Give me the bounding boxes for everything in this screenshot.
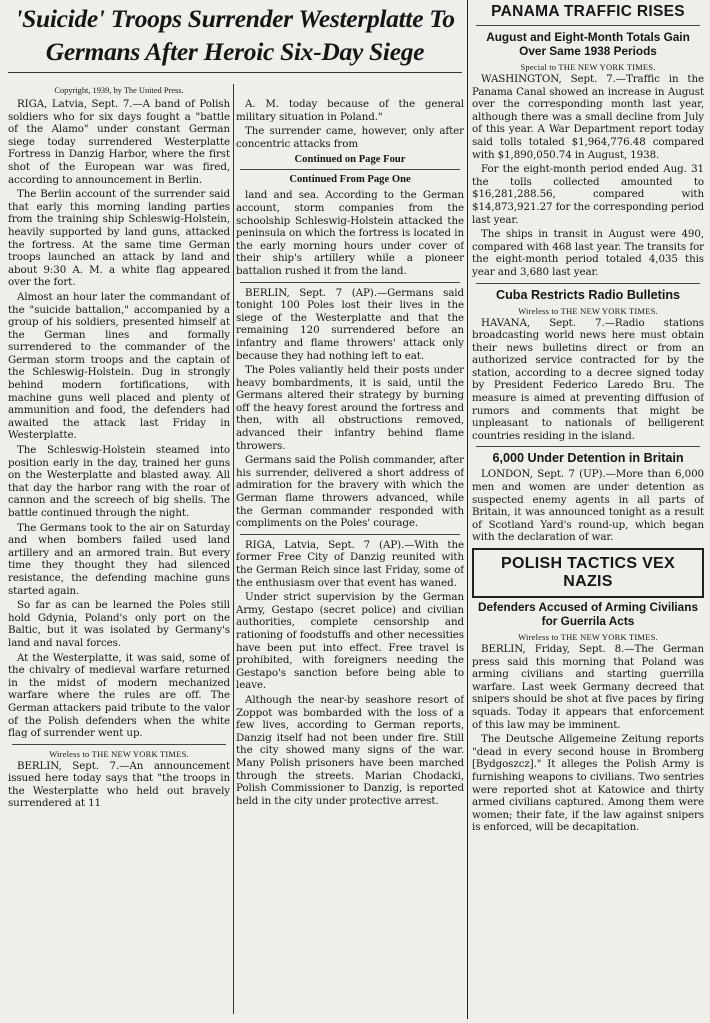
wireless-credit: Wireless to THE NEW YORK TIMES. [518, 632, 658, 642]
polish-headline-box [472, 548, 704, 598]
polish-subhead: Defenders Accused of Arming Civilians for Guerrila Acts [477, 600, 699, 628]
separator [240, 534, 460, 535]
continued-from-label: Continued From Page One [289, 174, 411, 186]
wireless-credit: Wireless to THE NEW YORK TIMES. [518, 305, 658, 316]
paragraph: The Berlin account of the surrender said that early this morning landing parties from the training ship Schleswig-Holstein, heavily supported by land guns, attacked the fortress. At the same time German troops launched an attack by land and about 9:30 A. M. a white flag appeared over the fort. [8, 188, 230, 289]
paragraph: WASHINGTON, Sept. 7.—Traffic in the Panama Canal showed an increase in August over the corresponding month last year, although there was a small decline from July of this year. A War Department report today said tolls totaled $1,964,776.48 compared with $1,890,050.74 in August, 1938. [472, 73, 704, 161]
paragraph: HAVANA, Sept. 7.—Radio stations broadcasting world news here must obtain their news bulletins direct or from an authorized service contracted for by the station, according to a decree signed today by President Federico Laredo Bru. The measure is aimed at preventing diffusion of rumors and comments that might be unpleasant to nationals of belligerent countries residing in the island. [472, 316, 704, 442]
paragraph: So far as can be learned the Poles still hold Gdynia, Poland's only port on the Baltic, but it was isolated by Germany's land and naval forces. [8, 599, 230, 649]
paragraph: The Schleswig-Holstein steamed into position early in the day, trained her guns on the Westerplatte and blasted away. All that day the harbor rang with the roar of cannon and the screech of big shells. The battle continued through the night. [8, 444, 230, 519]
paragraph: RIGA, Latvia, Sept. 7 (AP).—With the former Free City of Danzig reunited with the German Reich since last Friday, some of the enthusiasm over that event has waned. [236, 538, 464, 589]
paragraph: Almost an hour later the commandant of the "suicide battalion," accompanied by a group of his soldiers, presented himself at the German lines and formally surrendered to the commander of the German storm troops and the captain of the Schleswig-Holstein. Dug in strongly behind modern fortifications, with machine guns well placed and plenty of ammunition and food, the defenders had awaited the attack last Friday in Westerplatte. [8, 290, 230, 442]
paragraph: Although the near-by seashore resort of Zoppot was bombarded with the loss of a few lives, according to German reports, Danzig itself had not been under fire. Still the city showed many signs of the war. Many Polish prisoners have been marched through the streets. Marian Chodacki, Polish Commissioner to Danzig, is reported held in the city under protective arrest. [236, 693, 464, 807]
continued-on-label: Continued on Page Four [294, 154, 406, 166]
copyright-line: Copyright, 1939, by The United Press. [54, 86, 184, 95]
paragraph: A. M. today because of the general military situation in Poland." [236, 98, 464, 123]
paragraph: land and sea. According to the German account, storm companies from the schoolship Schleswig-Holstein attacked the peninsula on which the fortress is located in the early morning hours under cover of their ship's artillery while a pioneer battalion rushed it from the land. [236, 189, 464, 277]
column-rule-right [467, 0, 468, 1019]
paragraph: BERLIN, Sept. 7 (AP).—Germans said tonight 100 Poles lost their lives in the siege of the Westerplatte and that the remaining 120 surrendered before an infantry and flame throwers' attack only because they had nothing left to eat. [236, 286, 464, 362]
separator [240, 169, 460, 170]
separator [12, 744, 226, 745]
separator [240, 282, 460, 283]
polish-headline: POLISH TACTICS VEX NAZIS [500, 555, 675, 590]
separator [476, 283, 700, 284]
column-three [472, 0, 704, 1019]
headline-rule [8, 72, 462, 73]
separator [476, 446, 700, 447]
column-rule [233, 84, 234, 1014]
cuba-headline: Cuba Restricts Radio Bulletins [495, 287, 681, 302]
paragraph: The Germans took to the air on Saturday and when bombers failed used land artillery and an armored train. But every time they thought they had silenced resistance, the defending machine guns started again. [8, 521, 230, 597]
panama-headline: PANAMA TRAFFIC RISES [491, 3, 685, 20]
paragraph: The Deutsche Allgemeine Zeitung reports "dead in every second house in Bromberg [Bydgoszcz]." It alleges the Polish Army is furnishing weapons to civilians. Two sentries were reported shot at Katowice and thirty armed civilians captured. Among them were women; their fate, if the law against snipers is enforced, will be decapitation. [472, 733, 704, 834]
paragraph: Germans said the Polish commander, after his surrender, delivered a short address of admiration for the bravery with which the German flame throwers advanced, while the German commander responded with compliments on the Poles' courage. [236, 454, 464, 530]
paragraph: BERLIN, Sept. 7.—An announcement issued here today says that "the troops in the Westerplatte who held out bravely surrendered at 11 [8, 759, 230, 810]
main-headline: 'Suicide' Troops Surrender Westerplatte To Germans After Heroic Six-Day Siege [15, 4, 455, 66]
column-two [236, 84, 464, 1019]
wireless-credit: Wireless to THE NEW YORK TIMES. [49, 748, 189, 759]
paragraph: For the eight-month period ended Aug. 31 the tolls collected amounted to $16,281,288.56, compared with $14,873,921.27 for the corresponding period last year. [472, 163, 704, 226]
detention-headline: 6,000 Under Detention in Britain [492, 451, 684, 466]
paragraph: At the Westerplatte, it was said, some of the chivalry of medieval warfare returned in the midst of modern mechanized warfare where the rules are off. The German attackers paid tribute to the valor of the Polish defenders when the white flag of surrender went up. [8, 651, 230, 740]
separator [476, 25, 700, 26]
paragraph: The surrender came, however, only after concentric attacks from [236, 125, 464, 150]
paragraph: The ships in transit in August were 490, compared with 468 last year. The transits for the eight-month period totaled 4,035 this year and 3,680 last year. [472, 228, 704, 278]
paragraph: RIGA, Latvia, Sept. 7.—A band of Polish soldiers who for six days fought a "battle of the Alamo" under constant German siege today surrendered Westerplatte Fortress in Danzig Harbor, where the first shot of the European war was fired, according to announcement in Berlin. [8, 98, 230, 186]
special-credit: Special to THE NEW YORK TIMES. [520, 62, 656, 72]
paragraph: The Poles valiantly held their posts under heavy bombardments, it is said, until the Germans altered their strategy by burning off the heavy forest around the fortress and then, with all obstructions removed, advanced their infantry behind flame throwers. [236, 364, 464, 452]
paragraph: Under strict supervision by the German Army, Gestapo (secret police) and civilian authorities, complete censorship and rationing of foodstuffs and other necessities have been put into effect. Free travel is prohibited, with foreigners needing the Gestapo's sanction before being able to leave. [236, 591, 464, 692]
paragraph: BERLIN, Friday, Sept. 8.—The German press said this morning that Poland was arming civilians and starting guerrilla warfare. Last week Germany decreed that snipers should be shot at five paces by firing squads. Today it appears that enforcement of this law may be imminent. [472, 643, 704, 731]
panama-subhead: August and Eight-Month Totals Gain Over Same 1938 Periods [486, 30, 690, 58]
paragraph: LONDON, Sept. 7 (UP).—More than 6,000 men and women are under detention as suspected enemy agents in all parts of Britain, it was announced tonight as a result of Scotland Yard's round-up, which began with the declaration of war. [472, 468, 704, 544]
column-one [8, 84, 230, 1019]
